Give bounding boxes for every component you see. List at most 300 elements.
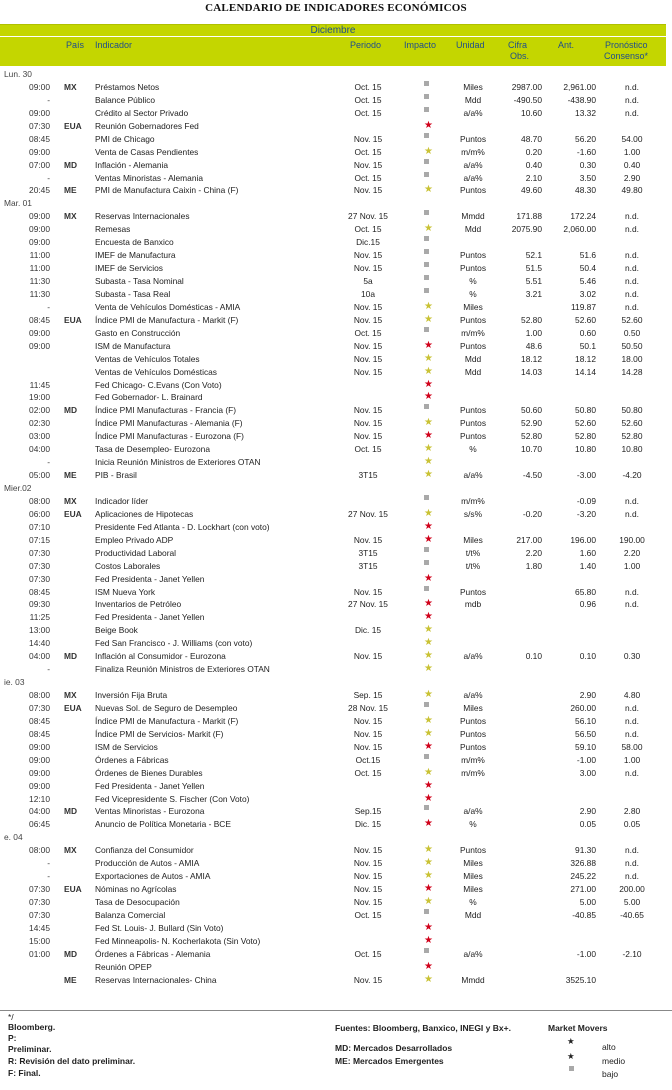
row-time: 13:00 <box>29 625 50 636</box>
row-forecast: 58.00 <box>621 741 643 752</box>
row-previous: 56.50 <box>575 728 596 739</box>
table-row <box>0 844 672 857</box>
row-observed: 3.21 <box>525 288 542 299</box>
star-icon: ★ <box>424 572 433 584</box>
row-indicator: Fed Minneapolis- N. Kocherlakota (Sin Voto) <box>95 935 261 946</box>
row-forecast: -4.20 <box>622 470 642 481</box>
row-unit: Miles <box>463 81 483 92</box>
row-period: Nov. 15 <box>353 250 383 261</box>
row-observed: 52.90 <box>521 418 542 429</box>
row-time: 08:45 <box>29 586 50 597</box>
row-unit: Puntos <box>459 133 487 144</box>
row-period: Nov. 15 <box>353 418 383 429</box>
row-forecast: 10.80 <box>621 444 643 455</box>
row-unit: Puntos <box>459 185 487 196</box>
row-forecast: n.d. <box>625 211 639 222</box>
table-row <box>0 624 672 637</box>
row-period: 3T15 <box>358 470 378 481</box>
row-time: 07:15 <box>29 534 50 545</box>
day-header-row <box>0 197 672 210</box>
row-time: 11:45 <box>29 379 50 390</box>
row-indicator: Inicia Reunión Ministros de Exteriores OTAN <box>95 457 261 468</box>
row-time: 09:00 <box>29 340 50 351</box>
row-period: Oct. 15 <box>354 107 382 118</box>
row-time: 09:00 <box>29 754 50 765</box>
star-icon: ★ <box>424 960 433 972</box>
row-time: 06:45 <box>29 819 50 830</box>
row-time: 19:00 <box>29 392 50 403</box>
calendar-table <box>0 68 672 1000</box>
row-observed: 48.70 <box>521 133 542 144</box>
row-time: 08:00 <box>29 690 50 700</box>
row-country: EUA <box>64 702 82 713</box>
row-forecast: n.d. <box>625 263 639 274</box>
row-period: Oct. 15 <box>354 81 382 92</box>
row-time: 01:00 <box>29 948 50 959</box>
star-icon: ★ <box>424 430 433 442</box>
row-observed: 2075.90 <box>511 224 542 235</box>
row-country: MX <box>64 690 77 700</box>
row-unit: Puntos <box>459 715 487 726</box>
legend-alto: alto <box>602 1042 616 1052</box>
row-previous: 56.10 <box>575 715 596 726</box>
row-time: 03:00 <box>29 431 50 442</box>
square-icon <box>424 754 429 759</box>
month-header: Diciembre <box>0 24 666 36</box>
table-row <box>0 456 672 469</box>
row-observed: 2987.00 <box>511 81 542 92</box>
row-period: Oct. 15 <box>354 327 382 338</box>
row-previous: -438.90 <box>567 94 596 105</box>
row-period: Nov. 15 <box>353 366 383 377</box>
row-unit: Puntos <box>459 741 487 752</box>
row-previous: 52.60 <box>575 314 596 325</box>
row-indicator: Fed Presidenta - Janet Yellen <box>95 780 205 791</box>
row-previous: 59.10 <box>575 741 596 752</box>
row-observed: 0.40 <box>525 159 542 170</box>
row-indicator: IMEF de Manufactura <box>95 250 176 261</box>
footer-revision: R: Revisión del dato preliminar. <box>8 1056 136 1066</box>
row-indicator: Índice PMI de Servicios- Markit (F) <box>95 728 224 739</box>
row-previous: 56.20 <box>575 133 596 144</box>
row-time: 02:30 <box>29 418 50 429</box>
header-periodo: Periodo <box>350 40 382 50</box>
row-period: Nov. 15 <box>353 651 383 662</box>
row-indicator: Reunión OPEP <box>95 961 152 972</box>
row-previous: 50.1 <box>579 340 596 351</box>
row-previous: 0.10 <box>579 651 596 662</box>
row-forecast: n.d. <box>625 599 639 610</box>
row-time: 15:00 <box>29 935 50 946</box>
row-period: Oct. 15 <box>354 909 382 920</box>
row-indicator: Inventarios de Petróleo <box>95 599 182 610</box>
row-previous: 3.00 <box>579 767 596 778</box>
day-label: Lun. 30 <box>4 69 32 79</box>
row-country: MX <box>64 211 77 222</box>
row-time: 09:00 <box>29 237 50 248</box>
row-forecast: n.d. <box>625 94 639 105</box>
row-observed: -0.20 <box>522 508 542 519</box>
row-unit: Mmdd <box>461 211 485 222</box>
row-indicator: Crédito al Sector Privado <box>95 107 189 118</box>
row-indicator: Venta de Casas Pendientes <box>95 146 199 157</box>
day-label: e. 04 <box>4 832 23 843</box>
row-forecast: n.d. <box>625 495 639 506</box>
star-icon: ★ <box>424 896 433 907</box>
table-row <box>0 417 672 430</box>
footer-market-movers: Market Movers <box>548 1023 608 1033</box>
square-icon <box>424 702 429 707</box>
row-forecast: 52.80 <box>621 431 643 442</box>
table-row <box>0 275 672 288</box>
table-row <box>0 547 672 560</box>
row-country: ME <box>64 185 77 196</box>
row-time: 06:00 <box>29 508 50 519</box>
row-forecast: n.d. <box>625 715 639 726</box>
row-indicator: Tasa de Desempleo- Eurozona <box>95 444 210 455</box>
row-unit: Puntos <box>459 728 487 739</box>
day-header-row <box>0 831 672 844</box>
row-forecast: n.d. <box>625 767 639 778</box>
row-forecast: n.d. <box>625 250 639 261</box>
row-period: 3T15 <box>358 547 378 558</box>
square-icon <box>424 172 429 177</box>
table-row <box>0 379 672 392</box>
row-period: 27 Nov. 15 <box>348 211 388 222</box>
row-time: 09:00 <box>29 741 50 752</box>
row-previous: -3.20 <box>576 508 596 519</box>
row-period: Dic. 15 <box>354 819 382 830</box>
row-period: Oct. 15 <box>354 94 382 105</box>
row-time: 11:30 <box>29 276 50 286</box>
row-previous: 52.80 <box>575 431 596 442</box>
row-unit: Miles <box>463 884 483 895</box>
star-icon: ★ <box>424 391 433 403</box>
row-forecast: n.d. <box>625 81 639 92</box>
table-row <box>0 391 672 404</box>
star-icon: ★ <box>424 973 433 985</box>
row-indicator: Venta de Vehículos Domésticas - AMIA <box>95 301 241 312</box>
row-time: 09:00 <box>29 146 50 157</box>
row-period: Nov. 15 <box>353 159 383 170</box>
table-row <box>0 184 672 197</box>
row-time: 11:30 <box>29 288 50 299</box>
star-icon: ★ <box>424 313 433 325</box>
row-time: 07:30 <box>29 909 50 920</box>
table-row <box>0 534 672 547</box>
row-observed: 2.20 <box>525 547 542 558</box>
row-forecast: 49.80 <box>621 185 643 196</box>
row-indicator: IMEF de Servicios <box>95 263 163 274</box>
square-icon <box>424 948 429 953</box>
row-time: 08:00 <box>29 845 50 856</box>
row-forecast: 5.00 <box>623 897 641 907</box>
table-row <box>0 715 672 728</box>
row-indicator: Confianza del Consumidor <box>95 845 194 856</box>
row-time: 07:30 <box>29 702 50 713</box>
row-time: 07:10 <box>29 521 50 532</box>
row-period: Nov. 15 <box>353 845 383 856</box>
square-icon <box>424 159 429 164</box>
row-observed: 49.60 <box>521 185 542 196</box>
star-icon: ★ <box>424 792 433 804</box>
row-indicator: ISM de Manufactura <box>95 340 171 351</box>
table-row <box>0 430 672 443</box>
row-previous: 0.96 <box>579 599 596 610</box>
row-country: MD <box>64 405 78 416</box>
row-previous: 172.24 <box>570 211 596 222</box>
row-observed: 1.80 <box>525 560 542 571</box>
row-previous: -40.85 <box>572 909 596 920</box>
row-period: Oct. 15 <box>354 948 382 959</box>
row-period: Oct. 15 <box>354 444 382 455</box>
row-previous: 50.80 <box>575 405 596 416</box>
row-unit: Mdd <box>464 353 482 364</box>
table-row <box>0 573 672 586</box>
square-icon-bajo <box>569 1066 574 1071</box>
row-previous: 91.30 <box>575 845 596 856</box>
row-time: 04:00 <box>29 651 50 662</box>
table-row <box>0 521 672 534</box>
row-country: EUA <box>64 314 82 325</box>
square-icon <box>424 547 429 552</box>
row-country: MD <box>64 948 78 959</box>
row-time: 07:30 <box>29 884 50 895</box>
table-row <box>0 172 672 185</box>
row-indicator: Balance Público <box>95 94 156 105</box>
row-unit: a/a% <box>463 806 483 817</box>
table-row <box>0 560 672 573</box>
row-indicator: PMI de Chicago <box>95 133 155 144</box>
star-icon: ★ <box>424 714 433 726</box>
row-time: - <box>47 172 50 183</box>
row-period: Nov. 15 <box>353 301 383 312</box>
row-period: 27 Nov. 15 <box>348 599 388 610</box>
table-row <box>0 909 672 922</box>
row-time: - <box>47 301 50 312</box>
star-icon: ★ <box>424 533 433 545</box>
row-forecast: 2.90 <box>623 172 641 183</box>
table-row <box>0 741 672 754</box>
row-previous: 3525.10 <box>565 974 596 985</box>
row-time: 09:00 <box>29 211 50 222</box>
row-time: 08:00 <box>29 495 50 506</box>
star-icon: ★ <box>424 300 433 312</box>
row-country: MD <box>64 806 78 817</box>
row-time: 07:30 <box>29 897 50 907</box>
square-icon <box>424 327 429 332</box>
row-indicator: Fed Presidenta - Janet Yellen <box>95 612 205 623</box>
row-indicator: ISM de Servicios <box>95 741 158 752</box>
row-previous: 0.60 <box>579 327 596 338</box>
footer-final: F: Final. <box>8 1068 41 1078</box>
row-unit: % <box>469 444 477 455</box>
table-row <box>0 896 672 909</box>
table-row <box>0 353 672 366</box>
row-previous: 0.05 <box>579 819 596 830</box>
table-row <box>0 366 672 379</box>
row-indicator: Presidente Fed Atlanta - D. Lockhart (con voto) <box>95 521 270 532</box>
table-row <box>0 288 672 301</box>
square-icon <box>424 107 429 112</box>
row-country: MX <box>64 495 77 506</box>
row-time: 11:25 <box>29 612 50 623</box>
row-time: - <box>47 871 50 882</box>
row-unit: t/t% <box>465 560 481 571</box>
table-row <box>0 870 672 883</box>
square-icon <box>424 210 429 215</box>
star-icon: ★ <box>424 844 433 856</box>
square-icon <box>424 586 429 591</box>
row-unit: Miles <box>463 534 483 545</box>
table-row <box>0 805 672 818</box>
row-previous: 271.00 <box>570 884 596 895</box>
square-icon <box>424 262 429 267</box>
row-previous: -1.60 <box>576 146 596 157</box>
row-forecast: 190.00 <box>619 534 645 545</box>
row-time: 04:00 <box>29 444 50 455</box>
row-indicator: Fed Gobernador- L. Brainard <box>95 392 203 403</box>
row-unit: Miles <box>463 858 483 869</box>
row-observed: 18.12 <box>521 353 542 364</box>
row-indicator: Reunión Gobernadores Fed <box>95 120 199 131</box>
row-unit: Puntos <box>459 845 487 856</box>
row-indicator: Anuncio de Política Monetaria - BCE <box>95 819 231 830</box>
table-row <box>0 818 672 831</box>
table-row <box>0 146 672 159</box>
row-observed: 0.10 <box>525 651 542 662</box>
table-row <box>0 81 672 94</box>
row-country: ME <box>64 470 77 481</box>
row-time: 08:45 <box>29 728 50 739</box>
row-observed: 52.80 <box>521 314 542 325</box>
star-icon: ★ <box>424 469 433 481</box>
row-period: Nov. 15 <box>353 534 383 545</box>
row-time: 20:45 <box>29 185 50 196</box>
row-indicator: Subasta - Tasa Real <box>95 288 171 299</box>
row-time: 05:00 <box>29 470 50 481</box>
row-indicator: Balanza Comercial <box>95 909 166 920</box>
table-row <box>0 262 672 275</box>
row-period: Nov. 15 <box>353 897 383 907</box>
row-unit: a/a% <box>463 159 483 170</box>
star-icon: ★ <box>424 818 433 830</box>
row-forecast: 2.80 <box>623 806 641 817</box>
row-indicator: Órdenes a Fábricas <box>95 754 169 765</box>
row-time: - <box>47 858 50 869</box>
row-previous: -3.00 <box>576 470 596 481</box>
row-indicator: Préstamos Netos <box>95 81 160 92</box>
row-observed: 5.51 <box>525 276 542 286</box>
row-period: Nov. 15 <box>353 340 383 351</box>
row-forecast: 200.00 <box>619 884 645 895</box>
row-time: 07:30 <box>29 560 50 571</box>
row-period: Nov. 15 <box>353 741 383 752</box>
row-previous: 5.00 <box>579 897 596 907</box>
row-period: Nov. 15 <box>353 884 383 895</box>
header-ant: Ant. <box>558 40 575 50</box>
table-row <box>0 637 672 650</box>
row-observed: 10.70 <box>521 444 542 455</box>
row-previous: 0.30 <box>579 159 596 170</box>
header-pais: País <box>66 40 85 50</box>
table-row <box>0 94 672 107</box>
row-unit: Mdd <box>464 909 482 920</box>
table-row <box>0 508 672 521</box>
row-indicator: Costos Laborales <box>95 560 161 571</box>
row-forecast: 52.60 <box>621 418 643 429</box>
row-time: 04:00 <box>29 806 50 817</box>
row-indicator: Aplicaciones de Hipotecas <box>95 508 194 519</box>
table-row <box>0 974 672 987</box>
table-row <box>0 767 672 780</box>
square-icon <box>424 909 429 914</box>
footer-preliminar: Preliminar. <box>8 1044 52 1054</box>
row-previous: 245.22 <box>570 871 596 882</box>
row-unit: Mdd <box>464 94 482 105</box>
row-forecast: n.d. <box>625 586 639 597</box>
row-forecast: 2.20 <box>623 547 641 558</box>
row-forecast: 50.50 <box>621 340 643 351</box>
row-time: 09:00 <box>29 780 50 791</box>
row-previous: 1.60 <box>579 547 596 558</box>
row-observed: 10.60 <box>521 107 542 118</box>
row-previous: 5.46 <box>579 276 596 286</box>
row-unit: m/m% <box>461 327 485 338</box>
row-previous: 2,961.00 <box>563 81 596 92</box>
row-indicator: Órdenes a Fábricas - Alemania <box>95 948 211 959</box>
star-icon: ★ <box>424 417 433 429</box>
star-icon: ★ <box>424 119 433 131</box>
day-label: ie. 03 <box>4 677 25 688</box>
row-time: 09:30 <box>29 599 50 610</box>
row-indicator: Encuesta de Banxico <box>95 237 174 248</box>
row-forecast: 14.28 <box>621 366 643 377</box>
row-forecast: 4.80 <box>623 690 641 700</box>
row-period: Nov. 15 <box>353 586 383 597</box>
row-previous: 196.00 <box>570 534 596 545</box>
row-time: 07:00 <box>29 159 50 170</box>
row-time: 07:30 <box>29 573 50 584</box>
row-forecast: 50.80 <box>621 405 643 416</box>
row-forecast: 0.05 <box>623 819 641 830</box>
row-period: Nov. 15 <box>353 871 383 882</box>
row-previous: 260.00 <box>570 702 596 713</box>
star-icon: ★ <box>424 223 433 235</box>
row-indicator: PIB - Brasil <box>95 470 137 481</box>
row-indicator: Inflación - Alemania <box>95 159 169 170</box>
legend-bajo: bajo <box>602 1069 619 1079</box>
row-indicator: Ventas de Vehículos Domésticas <box>95 366 217 377</box>
row-indicator: Inversión Fija Bruta <box>95 690 168 700</box>
star-icon: ★ <box>424 145 433 157</box>
row-forecast: 0.50 <box>623 327 641 338</box>
star-icon: ★ <box>424 921 433 933</box>
row-indicator: Índice PMI de Manufactura - Markit (F) <box>95 715 239 726</box>
table-row <box>0 663 672 676</box>
row-previous: -0.09 <box>576 495 596 506</box>
row-previous: 326.88 <box>570 858 596 869</box>
row-indicator: Índice PMI Manufacturas - Alemania (F) <box>95 418 243 429</box>
row-observed: 48.6 <box>525 340 542 351</box>
footer <box>0 1010 672 1090</box>
square-icon <box>424 94 429 99</box>
row-observed: 2.10 <box>525 172 542 183</box>
row-unit: m/m% <box>461 767 485 778</box>
row-indicator: Subasta - Tasa Nominal <box>95 276 184 286</box>
table-row <box>0 922 672 935</box>
star-icon: ★ <box>424 650 433 662</box>
